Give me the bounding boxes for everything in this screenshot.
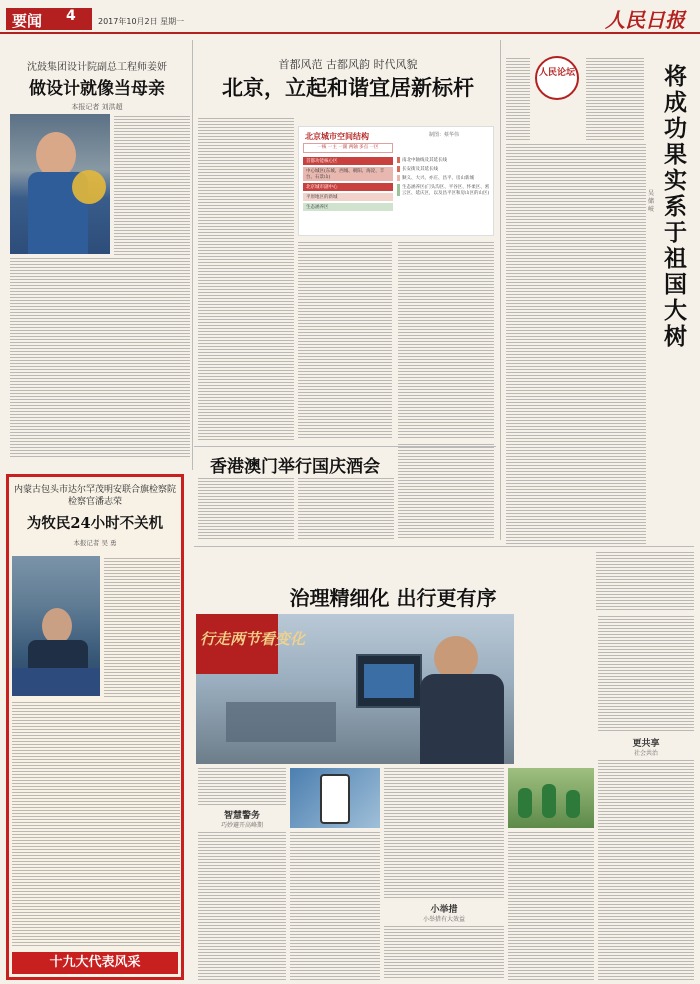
governance-body-b [198,832,286,980]
governance-body-f [508,832,594,980]
governance-headline: 治理精细化 出行更有序 [289,586,497,610]
left-top-body-a [114,116,190,256]
center-body-a [198,118,294,440]
governance-body-h [598,760,694,980]
structure-item: 北京城市副中心 [303,183,393,191]
legend-item: 顺义、大兴、亦庄、昌平、房山新城 [397,175,491,181]
editorial-body [506,144,646,544]
profile-body-b [12,702,180,948]
profile-kicker: 内蒙古包头市达尔罕茂明安联合旗检察院检察官潘志荣 [13,485,176,507]
legend-item: 南北中轴线及其延长线 [397,157,491,163]
profile-headline: 为牧民24小时不关机 [26,515,164,532]
left-top-body-b [10,258,190,458]
structure-item: 平原地区的新城 [303,193,393,201]
column-badge: 十九大代表风采 [12,952,178,974]
governance-photo [196,614,514,764]
center-headline: 北京，立起和谐宜居新标杆 [222,75,474,100]
column-divider [500,40,501,540]
left-top-headline: 做设计就像当母亲 [29,79,165,99]
photo-banner-text: 行走两节看变化 [200,630,306,648]
masthead-logo: 人民日报 [605,8,685,32]
editorial-badge: 人民论坛 [535,56,579,100]
column-divider [192,40,193,470]
left-top-kicker: 沈鼓集团设计院副总工程师姜妍 [27,62,167,73]
governance-right-lead [596,552,694,612]
prosecutor-photo [12,556,100,696]
editorial-intro [506,58,530,140]
structure-item: 中心城区(东城、西城、朝阳、海淀、丰台、石景山) [303,167,393,181]
infographic-tagline: 一核 一主 一副 两轴 多点 一区 [303,143,393,153]
hkmacau-headline: 香港澳门举行国庆酒会 [210,457,380,477]
hkmacau-body-b [298,478,394,540]
structure-item: 生态涵养区 [303,203,393,211]
phone-app-photo [290,768,380,828]
engineer-photo [10,114,110,254]
page-number: 4 [66,8,76,24]
subhead-smart-policing: 智慧警务 [223,811,260,821]
left-top-byline: 本报记者 刘洪超 [71,103,123,111]
structure-item: 首都功能核心区 [303,157,393,165]
profile-body-a [104,558,180,698]
editorial-byline: 吴储岐 [648,190,655,213]
center-body-c [398,242,494,440]
legend-item: 生态涵养区(门头沟区、平谷区、怀柔区、密云区、延庆区，以及昌平区和房山区的山区) [397,184,491,196]
governance-body-a [198,768,286,806]
center-kicker: 首都风范 古都风韵 时代风貌 [278,58,418,71]
section-badge: 要闻 [6,8,92,30]
governance-body-d [384,768,504,898]
governance-body-g [598,616,694,732]
issue-date: 2017年10月2日 星期一 [98,17,185,26]
governance-body-c [290,832,380,980]
subhead-sharing: 更共享 [632,739,660,749]
section-rule [194,546,694,547]
subhead-small-measures-sub: 小举措有大效益 [422,916,465,923]
editorial-lead [586,58,644,140]
city-structure-infographic [298,126,494,236]
governance-body-e [384,926,504,980]
infographic-source: 制图：蔡华伟 [429,132,460,138]
legend-item: 长安街及其延长线 [397,166,491,172]
center-body-b [298,242,392,440]
editorial-headline: 将成功果实系于祖国大树 [664,63,687,350]
subhead-sharing-sub: 社会共治 [633,750,658,757]
infographic-title: 北京城市空间结构 [305,131,369,141]
hkmacau-body-a [198,478,294,540]
profile-byline: 本报记者 吴 勇 [73,539,117,547]
subhead-smart-policing-sub: 巧妙避开高峰期 [220,822,263,829]
volunteers-photo [508,768,594,828]
subhead-small-measures: 小举措 [430,905,458,915]
hkmacau-body-c [398,444,494,540]
